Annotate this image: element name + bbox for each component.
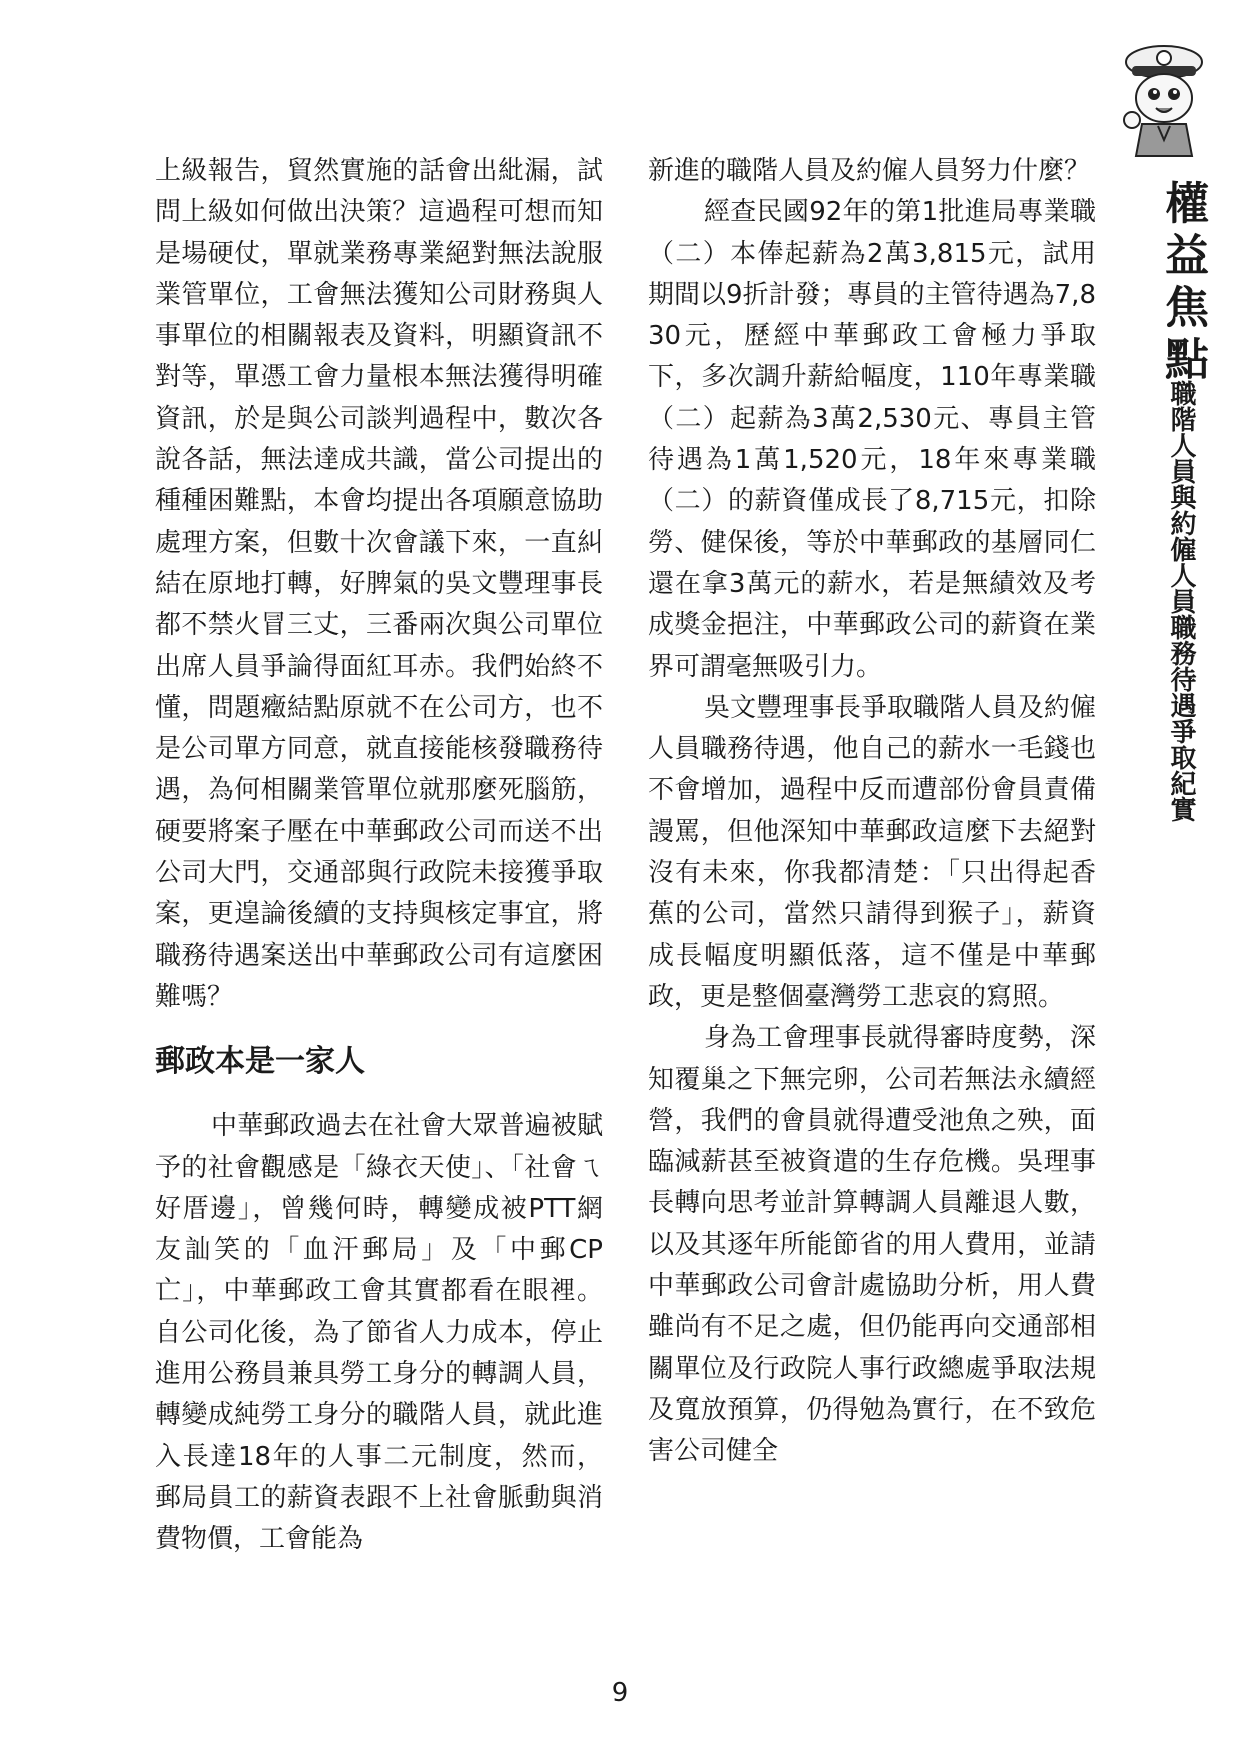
article-subtitle: 職階人員與約僱人員職務待遇爭取紀實 (1166, 380, 1196, 822)
right-column (648, 151, 1096, 1473)
paragraph: 吳文豐理事長爭取職階人員及約僱人員職務待遇，他自己的薪水一毛錢也不會增加，過程中反而遭部份會員責備謾罵，但他深知中華郵政這麼下去絕對沒有未來，你我都清楚：「只出得起香蕉的公司，當然只請得到猴子」，薪資成長幅度明顯低落，這不僅是中華郵政，更是整個臺灣勞工悲哀的寫照。 (648, 692, 1096, 1012)
section-title: 權益焦點 (1157, 180, 1208, 388)
left-column (155, 151, 603, 1561)
paragraph: 中華郵政過去在社會大眾普遍被賦予的社會觀感是「綠衣天使」、「社會ㄟ好厝邊」，曾幾何時，轉變成被PTT網友訕笑的「血汗郵局」及「中郵CP亡」，中華郵政工會其實都看在眼裡。自公司化後，為了節省人力成本，停止進用公務員兼具勞工身分的轉調人員，轉變成純勞工身分的職階人員，就此進入長達18年的人事二元制度，然而，郵局員工的薪資表跟不上社會脈動與消費物價，工會能為 (155, 1111, 603, 1555)
paragraph: 身為工會理事長就得審時度勢，深知覆巢之下無完卵，公司若無法永續經營，我們的會員就得遭受池魚之殃，面臨減薪甚至被資遣的生存危機。吳理事長轉向思考並計算轉調人員離退人數，以及其逐年所能節省的用人費用，並請中華郵政公司會計處協助分析，用人費雖尚有不足之處，但仍能再向交通部相關單位及行政院人事行政總處爭取法規及寬放預算，仍得勉為實行，在不致危害公司健全 (648, 1023, 1096, 1467)
paragraph: 上級報告，貿然實施的話會出紕漏，試問上級如何做出決策？這過程可想而知是場硬仗，單就業務專業絕對無法說服業管單位，工會無法獲知公司財務與人事單位的相關報表及資料，明顯資訊不對等，單憑工會力量根本無法獲得明確資訊，於是與公司談判過程中，數次各說各話，無法達成共識，當公司提出的種種困難點，本會均提出各項願意協助處理方案，但數十次會議下來，一直糾結在原地打轉，好脾氣的吳文豐理事長都不禁火冒三丈，三番兩次與公司單位出席人員爭論得面紅耳赤。我們始終不懂，問題癥結點原就不在公司方，也不是公司單方同意，就直接能核發職務待遇，為何相關業管單位就那麼死腦筋，硬要將案子壓在中華郵政公司而送不出公司大門，交通部與行政院未接獲爭取案，更遑論後續的支持與核定事宜，將職務待遇案送出中華郵政公司有這麼困難嗎？ (155, 156, 603, 1012)
mascot-illustration (1118, 40, 1210, 158)
section-heading: 郵政本是一家人 (155, 1044, 365, 1080)
paragraph: 新進的職階人員及約僱人員努力什麼？ (648, 156, 1091, 186)
paragraph: 經查民國92年的第1批進局專業職（二）本俸起薪為2萬3,815元，試用期間以9折計發；專員的主管待遇為7,830元，歷經中華郵政工會極力爭取下，多次調升薪給幅度，110年專業職（二）起薪為3萬2,530元、專員主管待遇為1萬1,520元，18年來專業職（二）的薪資僅成長了8,715元，扣除勞、健保後，等於中華郵政的基層同仁還在拿3萬元的薪水，若是無績效及考成獎金挹注，中華郵政公司的薪資在業界可謂毫無吸引力。 (648, 197, 1096, 682)
page-number: 9 (611, 1678, 629, 1708)
